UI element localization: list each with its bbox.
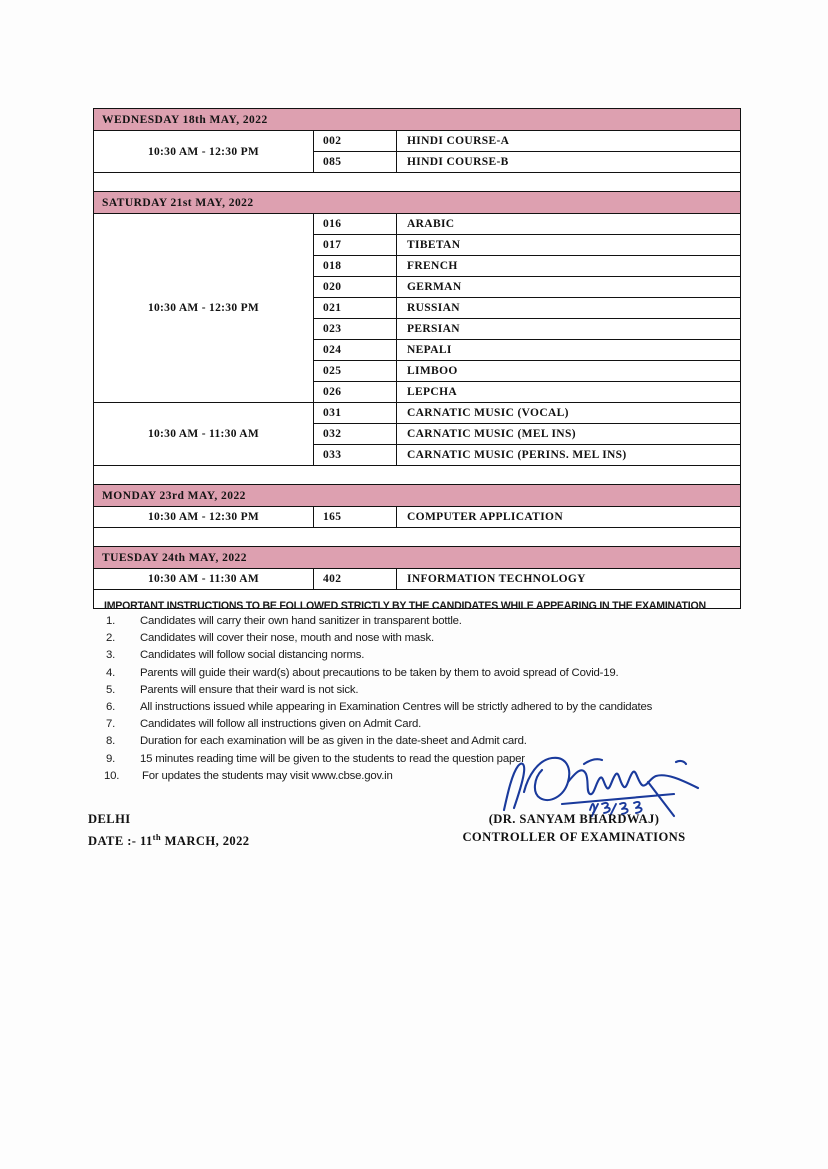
exam-time-cell: 10:30 AM - 11:30 AM (94, 569, 314, 590)
subject-code-cell: 017 (314, 235, 397, 256)
exam-row (94, 131, 741, 152)
subject-name-cell: GERMAN (397, 277, 741, 298)
subject-code-cell: 402 (314, 569, 397, 590)
instruction-number: 6. (106, 700, 116, 713)
instruction-number: 9. (106, 752, 116, 765)
instruction-item (104, 632, 744, 649)
instruction-number: 8. (106, 735, 116, 748)
datesheet-body (94, 109, 741, 609)
footer-place-date (88, 810, 250, 850)
subject-name-cell: RUSSIAN (397, 298, 741, 319)
instruction-item (104, 649, 744, 666)
instruction-text: Candidates will carry their own hand sanitizer in transparent bottle. (140, 615, 462, 627)
exam-row (94, 403, 741, 424)
subject-name-cell: TIBETAN (397, 235, 741, 256)
subject-name-cell: NEPALI (397, 340, 741, 361)
footer-date (88, 828, 250, 850)
subject-name-cell: HINDI COURSE-B (397, 152, 741, 173)
instruction-number: 2. (106, 632, 116, 645)
instruction-text: Parents will guide their ward(s) about precautions to be taken by them to avoid spread of Covid-19. (140, 666, 619, 679)
instruction-item (104, 753, 744, 770)
spacer-row (94, 173, 741, 192)
subject-code-cell: 026 (314, 382, 397, 403)
day-header-row (94, 192, 741, 214)
subject-code-cell: 018 (314, 256, 397, 277)
instruction-item (104, 735, 744, 752)
instruction-text: Candidates will follow social distancing norms. (140, 649, 365, 662)
instructions-title: IMPORTANT INSTRUCTIONS TO BE FOLLOWED STRICTLY BY THE CANDIDATES WHILE APPEARING IN THE EXAMINATION (104, 600, 706, 612)
day-header-label: SATURDAY 21st MAY, 2022 (94, 192, 741, 214)
footer-place: DELHI (88, 812, 131, 826)
signatory-name: (DR. SANYAM BHARDWAJ) (488, 812, 660, 826)
spacer-row (94, 528, 741, 547)
day-header-row (94, 547, 741, 569)
instruction-number: 5. (106, 683, 116, 696)
instruction-text: 15 minutes reading time will be given to the students to read the question paper (140, 752, 525, 765)
instruction-text: Duration for each examination will be as given in the date-sheet and Admit card. (140, 735, 527, 748)
day-header-label: MONDAY 23rd MAY, 2022 (94, 485, 741, 507)
instruction-item (104, 615, 744, 632)
instruction-item (104, 684, 744, 701)
instruction-number: 7. (106, 718, 116, 731)
instruction-text: Parents will ensure that their ward is not sick. (140, 683, 359, 696)
spacer-row (94, 466, 741, 485)
instructions-section (104, 600, 744, 787)
subject-name-cell: INFORMATION TECHNOLOGY (397, 569, 741, 590)
exam-time-cell: 10:30 AM - 12:30 PM (94, 214, 314, 403)
instruction-text: All instructions issued while appearing in Examination Centres will be strictly adhered to by the candidates (140, 700, 653, 713)
subject-code-cell: 025 (314, 361, 397, 382)
subject-code-cell: 032 (314, 424, 397, 445)
day-header-label: WEDNESDAY 18th MAY, 2022 (94, 109, 741, 131)
exam-time-cell: 10:30 AM - 12:30 PM (94, 507, 314, 528)
subject-name-cell: LIMBOO (397, 361, 741, 382)
subject-code-cell: 020 (314, 277, 397, 298)
footer-date-rest: MARCH, 2022 (161, 834, 250, 849)
instruction-text: For updates the students may visit www.cbse.gov.in (142, 769, 393, 782)
subject-code-cell: 085 (314, 152, 397, 173)
exam-time-cell: 10:30 AM - 12:30 PM (94, 131, 314, 173)
instruction-number: 3. (106, 649, 116, 662)
instruction-text: Candidates will follow all instructions given on Admit Card. (140, 718, 422, 731)
subject-code-cell: 033 (314, 445, 397, 466)
subject-code-cell: 021 (314, 298, 397, 319)
instruction-number: 1. (106, 615, 116, 627)
subject-code-cell: 031 (314, 403, 397, 424)
day-header-row (94, 109, 741, 131)
spacer-cell (94, 528, 741, 547)
subject-code-cell: 023 (314, 319, 397, 340)
subject-name-cell: PERSIAN (397, 319, 741, 340)
instruction-text: Candidates will cover their nose, mouth and nose with mask. (140, 632, 435, 645)
subject-code-cell: 165 (314, 507, 397, 528)
exam-row (94, 214, 741, 235)
subject-name-cell: LEPCHA (397, 382, 741, 403)
footer-date-ordinal: th (152, 832, 162, 842)
subject-name-cell: HINDI COURSE-A (397, 131, 741, 152)
instruction-item (104, 718, 744, 735)
subject-code-cell: 024 (314, 340, 397, 361)
subject-name-cell: COMPUTER APPLICATION (397, 507, 741, 528)
signatory-title: CONTROLLER OF EXAMINATIONS (462, 830, 686, 844)
day-header-label: TUESDAY 24th MAY, 2022 (94, 547, 741, 569)
subject-name-cell: FRENCH (397, 256, 741, 277)
subject-name-cell: ARABIC (397, 214, 741, 235)
instruction-item (104, 667, 744, 684)
exam-row (94, 569, 741, 590)
spacer-cell (94, 466, 741, 485)
instructions-list (104, 615, 744, 787)
footer-signatory (424, 810, 724, 846)
instruction-item (104, 701, 744, 718)
instruction-number: 4. (106, 666, 116, 679)
exam-datesheet-table (93, 108, 741, 609)
day-header-row (94, 485, 741, 507)
spacer-cell (94, 173, 741, 192)
footer-date-label: DATE :- 11 (88, 834, 153, 849)
exam-row (94, 507, 741, 528)
subject-code-cell: 002 (314, 131, 397, 152)
subject-name-cell: CARNATIC MUSIC (MEL INS) (397, 424, 741, 445)
subject-name-cell: CARNATIC MUSIC (PERINS. MEL INS) (397, 445, 741, 466)
exam-time-cell: 10:30 AM - 11:30 AM (94, 403, 314, 466)
instruction-number: 10. (104, 769, 120, 782)
subject-code-cell: 016 (314, 214, 397, 235)
subject-name-cell: CARNATIC MUSIC (VOCAL) (397, 403, 741, 424)
instruction-item (104, 770, 744, 787)
